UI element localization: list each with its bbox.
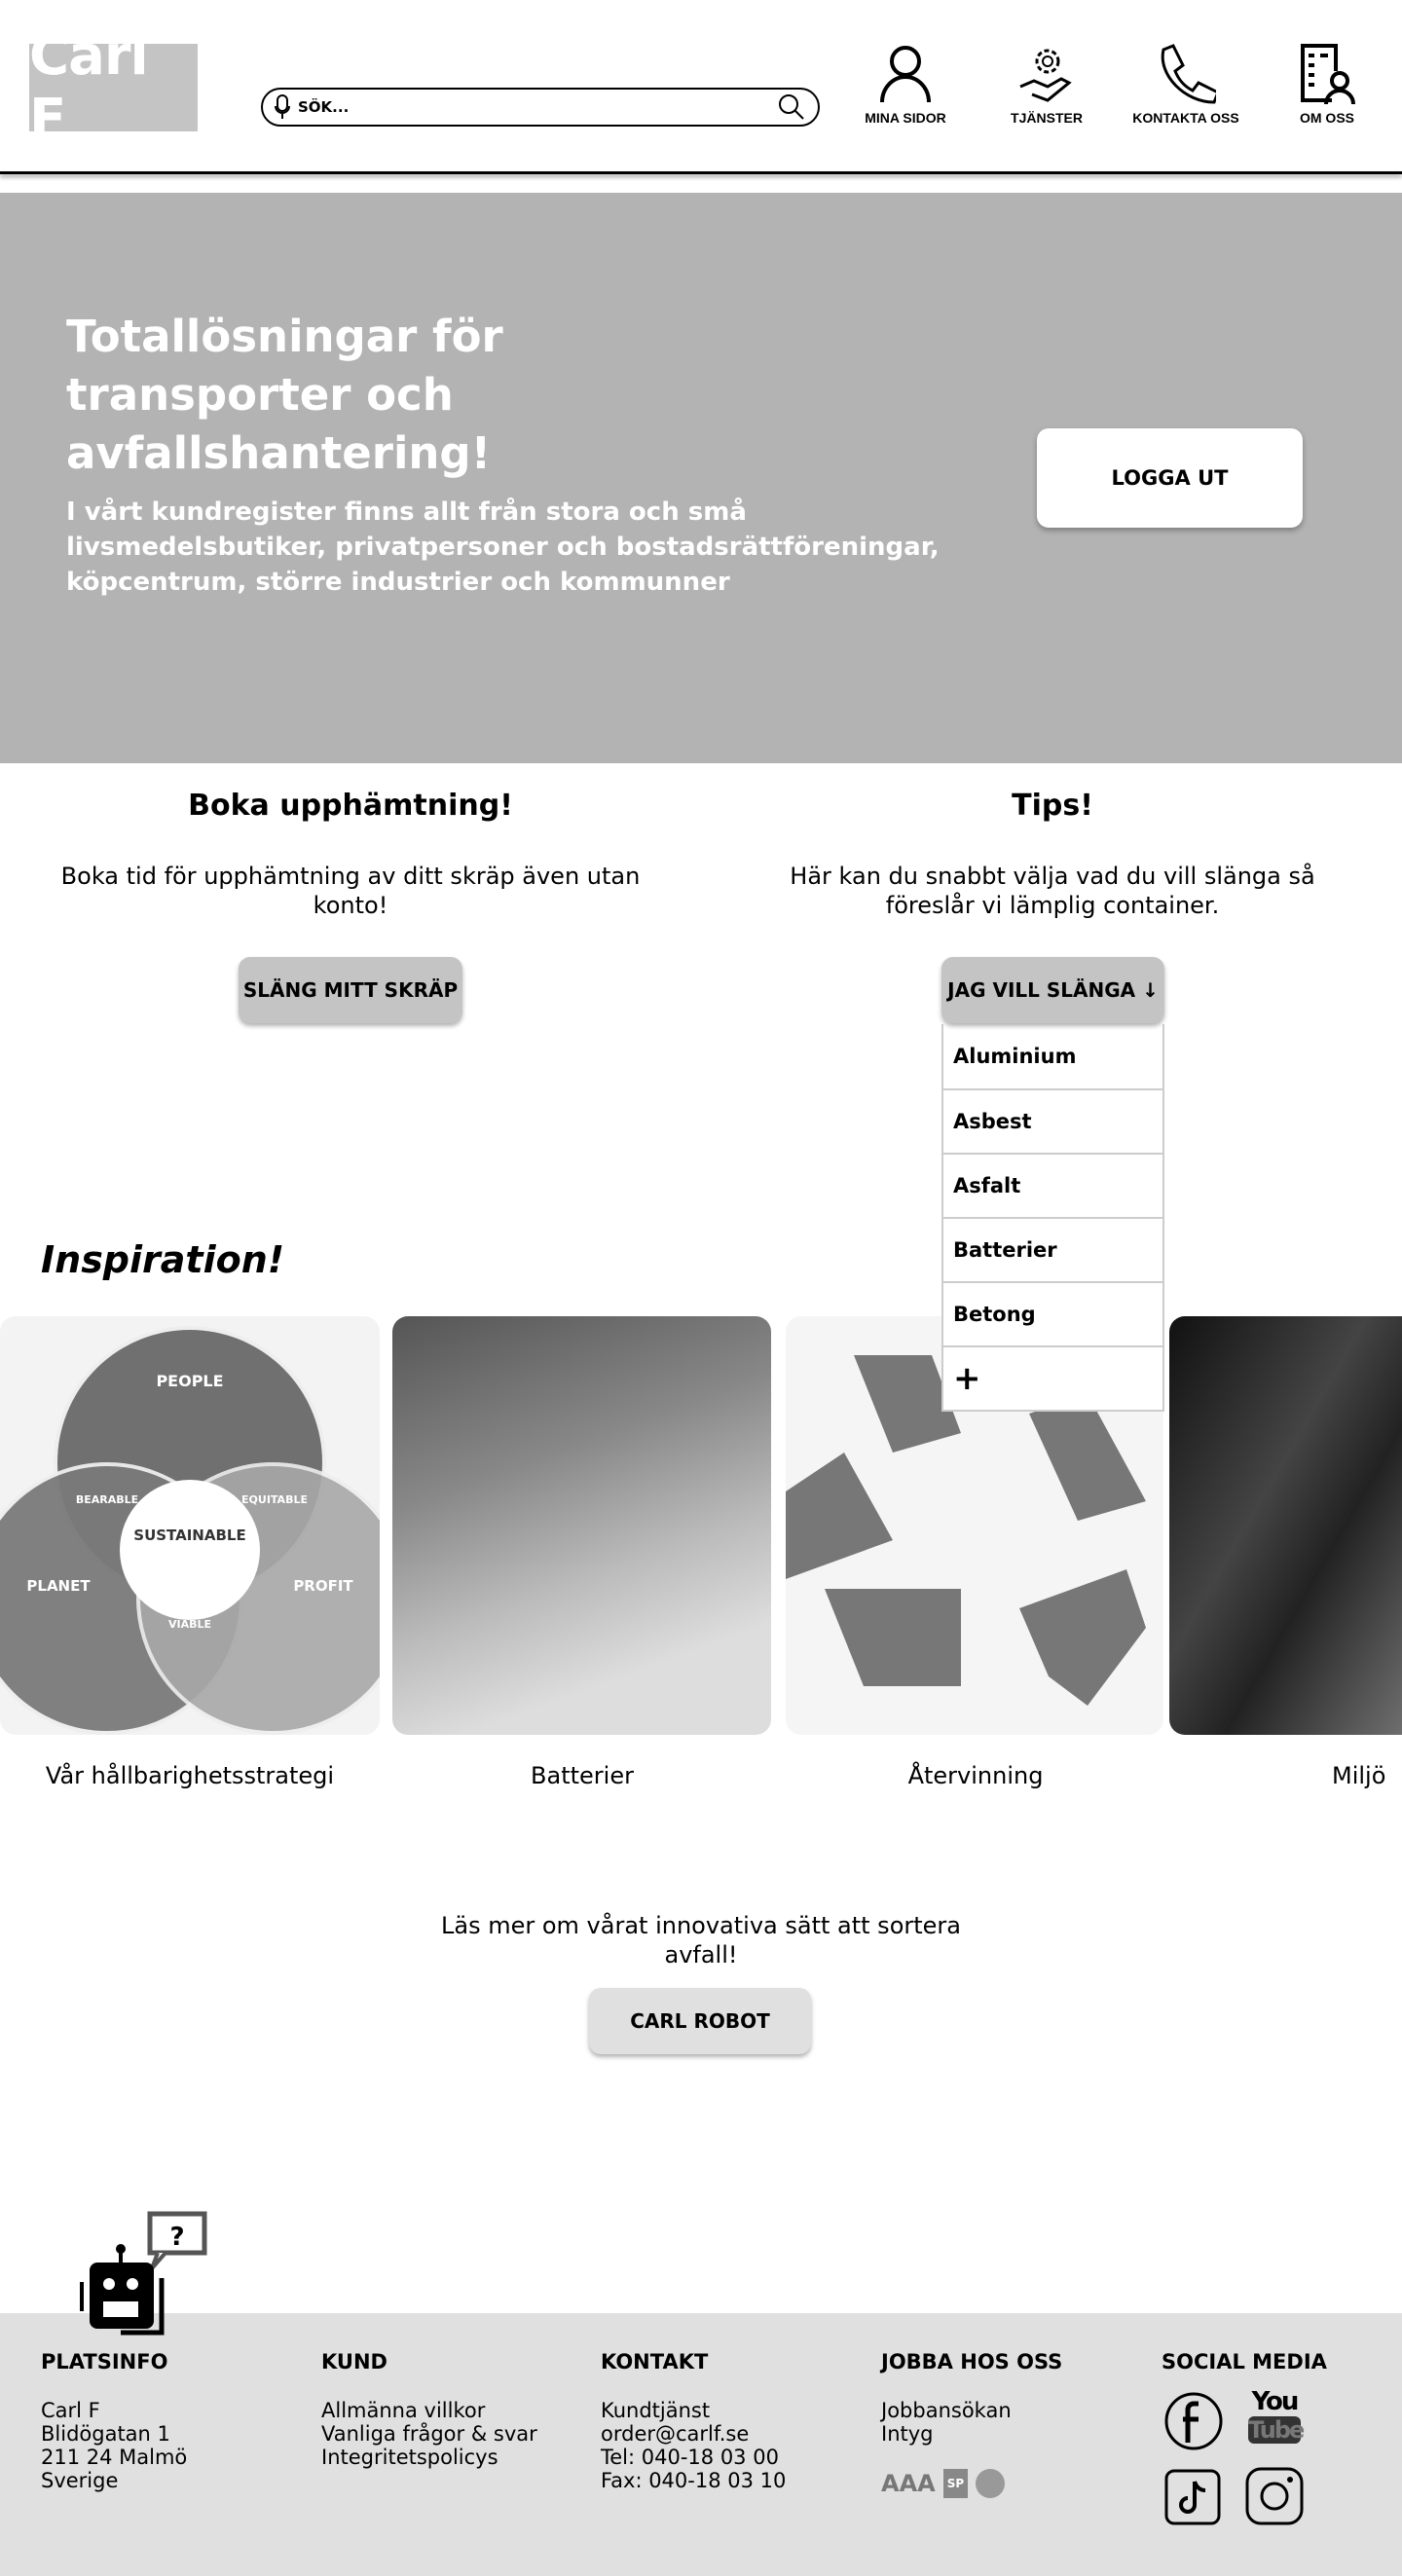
svg-text:PLANET: PLANET (26, 1577, 91, 1595)
dropdown-option[interactable]: Betong (943, 1281, 1162, 1345)
footer-text: Fax: 040-18 03 10 (601, 2469, 787, 2492)
nav-kontakta-oss[interactable] (1123, 44, 1249, 126)
transport-badge-icon (976, 2469, 1005, 2498)
book-pickup-button[interactable]: SLÄNG MITT SKRÄP (239, 957, 462, 1023)
search-icon[interactable] (777, 92, 806, 122)
search-input[interactable] (298, 98, 777, 116)
card-batteries-image[interactable] (392, 1316, 771, 1735)
card-caption[interactable]: Återvinning (907, 1762, 1044, 1789)
svg-text:EQUITABLE: EQUITABLE (241, 1493, 308, 1506)
footer-kund: KUND Allmänna villkor Vanliga frågor & svar Integritetspolicys (321, 2350, 537, 2469)
footer-text: 211 24 Malmö (41, 2446, 188, 2469)
logout-button[interactable]: LOGGA UT (1037, 428, 1303, 528)
footer-text: Carl F (41, 2399, 100, 2422)
tiktok-icon[interactable] (1163, 2468, 1222, 2526)
footer-link[interactable]: Integritetspolicys (321, 2446, 498, 2469)
footer-social: SOCIAL MEDIA (1162, 2350, 1327, 2374)
card-environment-image[interactable] (1169, 1316, 1402, 1735)
footer-link[interactable]: Vanliga frågor & svar (321, 2422, 537, 2446)
dropdown-option[interactable]: Asfalt (943, 1153, 1162, 1217)
nav-label: TJÄNSTER (1011, 110, 1083, 126)
tips-title: Tips! (1012, 789, 1093, 823)
booking-title: Boka upphämtning! (188, 789, 513, 823)
footer-link[interactable]: order@carlf.se (601, 2422, 750, 2446)
nav-label: KONTAKTA OSS (1132, 110, 1239, 126)
tips-text: Här kan du snabbt välja vad du vill slänga så föreslår vi lämplig container. (790, 863, 1315, 919)
hero-banner (0, 193, 1402, 763)
instagram-icon[interactable] (1244, 2466, 1305, 2526)
dropdown-add-option[interactable]: + (943, 1345, 1162, 1410)
footer-text: Sverige (41, 2469, 119, 2492)
certification-badges: AAA SP (881, 2469, 1062, 2498)
dropdown-option[interactable]: Batterier (943, 1217, 1162, 1281)
svg-text:?: ? (169, 2223, 185, 2252)
waste-dropdown-list (941, 1024, 1164, 1412)
youtube-icon[interactable]: You Tube (1248, 2387, 1304, 2444)
hero-text: I vårt kundregister finns allt från stora och små livsmedelsbutiker, privatpersoner och bostadsrättföreningar, köpcentrum, större industrier och kommunner (66, 497, 940, 597)
svg-text:SUSTAINABLE: SUSTAINABLE (133, 1527, 246, 1544)
nav-tjanster[interactable] (983, 44, 1110, 126)
logo[interactable]: Carl F (29, 44, 198, 131)
card-caption[interactable]: Vår hållbarighetsstrategi (45, 1762, 335, 1789)
nav-mina-sidor[interactable] (842, 44, 969, 126)
inspiration-title: Inspiration! (41, 1238, 285, 1281)
footer-text: Blidögatan 1 (41, 2422, 170, 2446)
nav-label: MINA SIDOR (865, 110, 946, 126)
footer-platsinfo: PLATSINFO Carl F Blidögatan 1 211 24 Malmö Sverige (41, 2350, 188, 2492)
footer-jobba: JOBBA HOS OSS Jobbansökan Intyg AAA SP (881, 2350, 1063, 2497)
nav-om-oss[interactable] (1264, 44, 1390, 126)
svg-text:BEARABLE: BEARABLE (75, 1493, 139, 1506)
nav-label: OM OSS (1299, 110, 1354, 126)
footer-text: Tel: 040-18 03 00 (601, 2446, 779, 2469)
search-bar[interactable] (261, 88, 820, 127)
dropdown-option[interactable]: Aluminium (953, 1045, 1077, 1068)
svg-text:VIABLE: VIABLE (167, 1618, 212, 1631)
hero-title: Totallösningar för transporter och avfallshantering! (66, 311, 503, 479)
header-divider (0, 171, 1402, 174)
footer-link[interactable]: Kundtjänst (601, 2399, 711, 2422)
user-icon (876, 44, 935, 104)
footer-link[interactable]: Intyg (881, 2422, 934, 2446)
card-caption[interactable]: Batterier (531, 1762, 634, 1789)
gear-hand-icon (1016, 44, 1077, 104)
robot-chat-icon[interactable] (76, 2210, 212, 2337)
venn-diagram (0, 1316, 380, 1735)
svg-text:PEOPLE: PEOPLE (156, 1372, 224, 1390)
carl-robot-button[interactable]: CARL ROBOT (589, 1988, 811, 2054)
document-person-icon (1297, 44, 1357, 104)
card-sustainability-image[interactable] (0, 1316, 380, 1735)
footer-link[interactable]: Allmänna villkor (321, 2399, 486, 2422)
booking-text: Boka tid för upphämtning av ditt skräp även utan konto! (60, 863, 641, 919)
footer-link[interactable]: Jobbansökan (881, 2399, 1012, 2422)
footer-kontakt: KONTAKT Kundtjänst order@carlf.se Tel: 040-18 03 00 Fax: 040-18 03 10 (601, 2350, 787, 2492)
microphone-icon[interactable] (275, 94, 290, 120)
facebook-icon[interactable] (1163, 2390, 1224, 2452)
card-caption[interactable]: Miljö (1332, 1762, 1386, 1789)
phone-icon (1156, 44, 1216, 104)
svg-text:PROFIT: PROFIT (293, 1577, 353, 1595)
robot-text: Läs mer om vårat innovativa sätt att sortera avfall! (441, 1912, 961, 1969)
dropdown-option[interactable]: Asbest (943, 1088, 1162, 1153)
waste-dropdown-button[interactable]: JAG VILL SLÄNGA ↓ (941, 957, 1164, 1023)
